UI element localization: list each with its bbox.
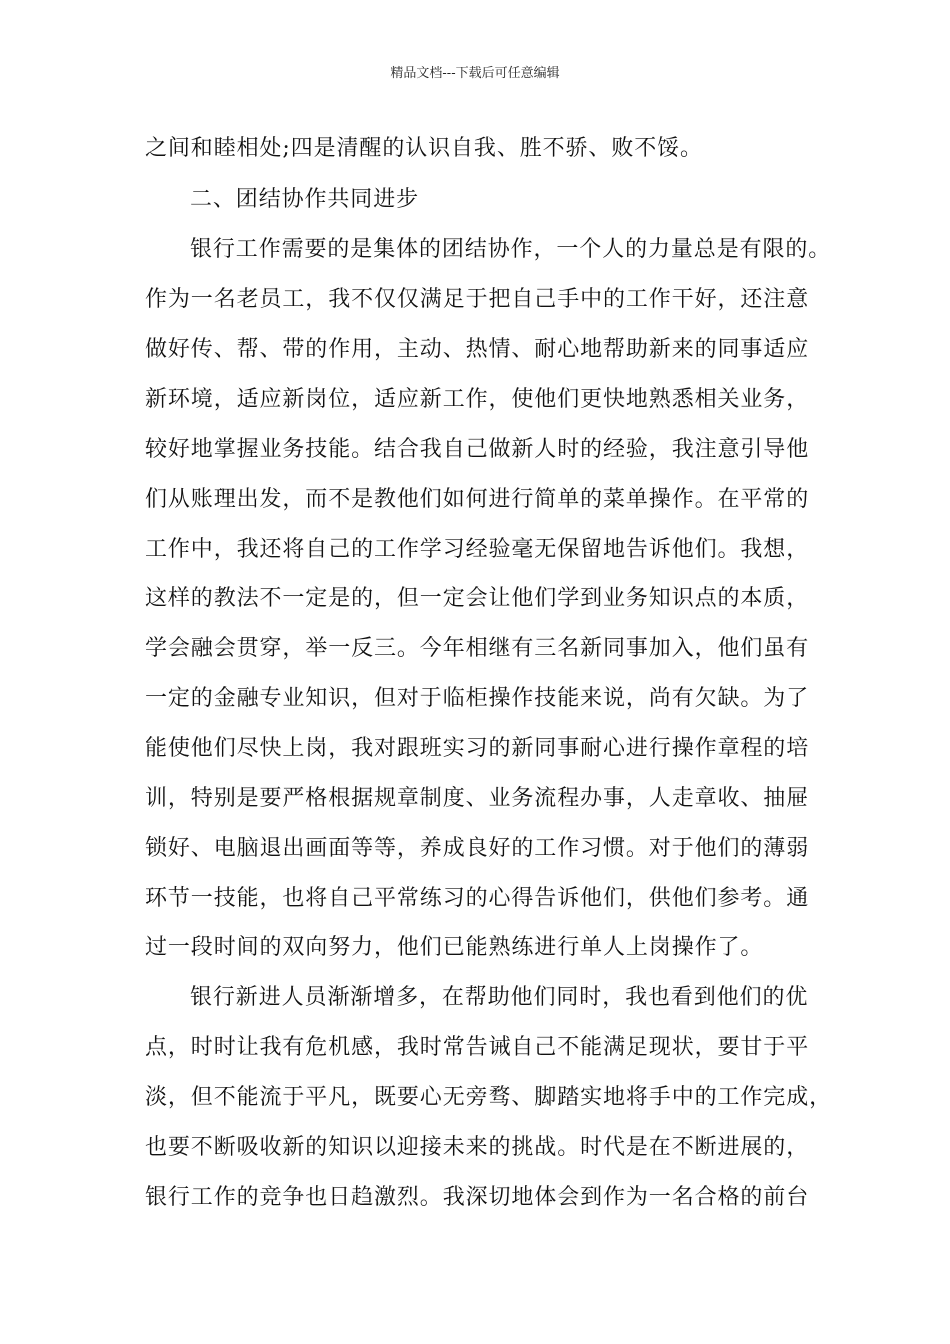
body-line: 这样的教法不一定是的，但一定会让他们学到业务知识点的本质， — [145, 586, 810, 611]
body-line: 点，时时让我有危机感，我时常告诫自己不能满足现状，要甘于平 — [145, 1035, 810, 1060]
body-line: 作为一名老员工，我不仅仅满足于把自己手中的工作干好，还注意 — [145, 287, 810, 312]
page-header: 精品文档---下载后可任意编辑 — [390, 66, 560, 81]
body-line: 锁好、电脑退出画面等等，养成良好的工作习惯。对于他们的薄弱 — [145, 836, 810, 861]
body-line: 银行工作需要的是集体的团结协作，一个人的力量总是有限的。 — [190, 237, 832, 262]
body-line: 较好地掌握业务技能。结合我自己做新人时的经验，我注意引导他 — [145, 437, 810, 462]
body-line: 银行工作的竞争也日趋激烈。我深切地体会到作为一名合格的前台 — [145, 1185, 810, 1210]
body-line: 之间和睦相处;四是清醒的认识自我、胜不骄、败不馁。 — [145, 136, 703, 161]
body-line: 学会融会贯穿，举一反三。今年相继有三名新同事加入，他们虽有 — [145, 636, 810, 661]
section-heading: 二、团结协作共同进步 — [190, 187, 420, 212]
body-line: 银行新进人员渐渐增多，在帮助他们同时，我也看到他们的优 — [190, 985, 809, 1010]
body-line: 过一段时间的双向努力，他们已能熟练进行单人上岗操作了。 — [145, 935, 764, 960]
body-line: 也要不断吸收新的知识以迎接未来的挑战。时代是在不断进展的， — [145, 1135, 810, 1160]
body-line: 能使他们尽快上岗，我对跟班实习的新同事耐心进行操作章程的培 — [145, 736, 810, 761]
body-line: 们从账理出发，而不是教他们如何进行简单的菜单操作。在平常的 — [145, 487, 810, 512]
body-line: 环节一技能，也将自己平常练习的心得告诉他们，供他们参考。通 — [145, 886, 810, 911]
body-line: 一定的金融专业知识，但对于临柜操作技能来说，尚有欠缺。为了 — [145, 686, 810, 711]
body-line: 新环境，适应新岗位，适应新工作，使他们更快地熟悉相关业务， — [145, 387, 810, 412]
body-line: 做好传、帮、带的作用，主动、热情、耐心地帮助新来的同事适应 — [145, 337, 810, 362]
body-line: 训，特别是要严格根据规章制度、业务流程办事，人走章收、抽屉 — [145, 786, 810, 811]
body-line: 工作中，我还将自己的工作学习经验毫无保留地告诉他们。我想， — [145, 537, 810, 562]
body-line: 淡，但不能流于平凡，既要心无旁骛、脚踏实地将手中的工作完成， — [145, 1085, 833, 1110]
